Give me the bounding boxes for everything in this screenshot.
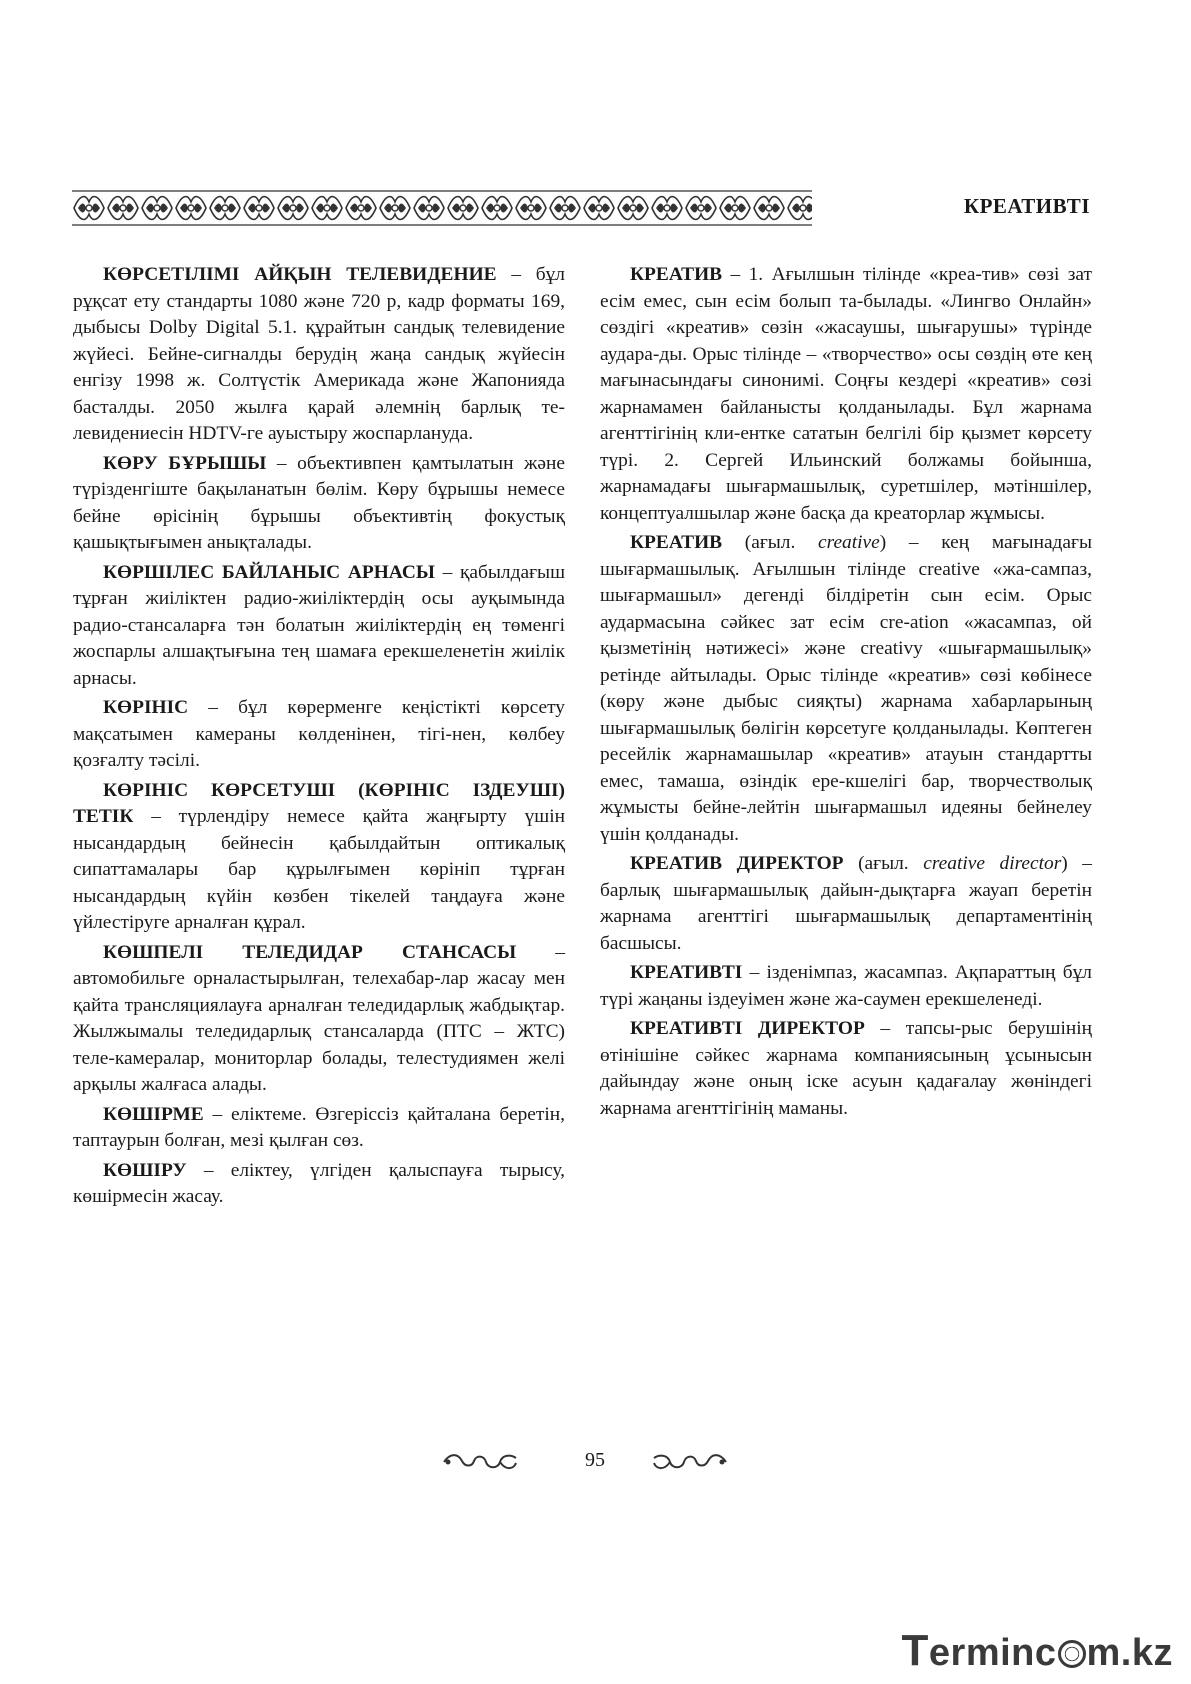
entry-definition: (ағыл.: [722, 532, 819, 553]
decorative-band-icon: [72, 188, 812, 228]
entry-term: КӨРУ БҰРЫШЫ: [103, 452, 267, 474]
entry-definition: – автомобильге орналастырылған, телехабар-лар жасау мен қайта трансляциялауға арналған теледидарлық жабдықтар. Жылжымалы теледидарлық стансаларда (ПТС – ЖТС) теле-камералар, мониторлар болады, телестудиямен желі арқылы жалғаса алады.: [73, 941, 565, 1095]
entry-definition: – объективпен қамтылатын және түрізденгіште бақыланатын бөлім. Көру бұрышы немесе бейне өрісінің бұрышы объективтің фокустық қашықтығымен анықталады.: [73, 452, 565, 553]
entry-term: КРЕАТИВТІ: [630, 962, 743, 983]
dictionary-entry: [600, 851, 1092, 957]
globe-icon: [1058, 1640, 1086, 1668]
entry-definition: – ізденімпаз, жасампаз. Ақпараттың бұл түрі жаңаны іздеуімен және жа-саумен ерекшеленеді.: [600, 962, 1092, 1010]
entry-definition: – 1. Ағылшын тілінде «креа-тив» сөзі зат есім емес, сын есім болып та-былады. «Лингво Онлайн» сөздігі «креатив» сөзін «жасаушы, шығарушы» түрінде аудара-ды. Орыс тілінде – «творчество» осы сөздің өте кең мағынасындағы синонимі. Соңғы кездері «креатив» сөзі жарнамамен байланысты қолданылады. Бұл жарнама агенттігінің кли-ентке сататын белгілі бір қызмет көрсету түрі. 2. Сергей Ильинский болжамы бойынша, жарнамадағы шығармашылық, суретшілер, мәтіншілер, концептуалшылар және басқа да креаторлар жұмысы.: [600, 264, 1092, 524]
entry-term: КРЕАТИВ ДИРЕКТОР: [630, 853, 844, 874]
dictionary-entry: [73, 695, 565, 775]
dictionary-entry: [73, 262, 565, 448]
entry-definition: – түрлендіру немесе қайта жаңғырту үшін нысандардың бейнесін қабылдайтын оптикалық сипаттамалары бар құрылғымен көрініп тұрған нысандардың күйін көзбен тікелей таңдауға және үйлестіруге арналған құрал.: [73, 806, 565, 933]
left-column: [73, 262, 565, 1214]
entry-term: КӨШІРМЕ: [103, 1103, 204, 1125]
entry-definition: – еліктеу, үлгіден қалыспауға тырысу, көшірмесін жасау.: [73, 1159, 565, 1207]
site-watermark: [902, 1626, 1174, 1676]
watermark-cap: T: [901, 1626, 929, 1675]
dictionary-entry: [73, 1158, 565, 1211]
entry-definition: ) – барлық шығармашылық дайын-дықтарға жауап беретін жарнама агенттігі шығармашылық департаментінің басшысы.: [600, 853, 1092, 954]
scroll-ornament-icon: [650, 1449, 730, 1475]
entry-term: КӨРШІЛЕС БАЙЛАНЫС АРНАСЫ: [103, 561, 435, 583]
dictionary-entry: [600, 262, 1092, 527]
page-footer: [0, 1443, 1191, 1483]
running-head: КРЕАТИВТІ: [963, 194, 1090, 218]
entry-definition: – тапсы-рыс берушінің өтінішіне сәйкес жарнама компаниясының ұсынысын дайындау және оның іске асуын қадағалау жөніндегі жарнама агенттігінің маманы.: [600, 1018, 1092, 1119]
entry-term: КӨРІНІС КӨРСЕТУШІ (КӨРІНІС ІЗДЕУШІ) ТЕТІК: [73, 779, 565, 827]
dictionary-entry: [600, 530, 1092, 848]
entry-term: КРЕАТИВТІ ДИРЕКТОР: [630, 1018, 865, 1039]
entry-term: КӨРСЕТІЛІМІ АЙҚЫН ТЕЛЕВИДЕНИЕ: [103, 264, 497, 285]
entry-etymology: creative director: [923, 853, 1062, 874]
right-column: [600, 262, 1092, 1125]
dictionary-entry: [73, 560, 565, 693]
entry-term: КӨРІНІС: [103, 697, 189, 718]
dictionary-entry: [73, 451, 565, 557]
dictionary-entry: [600, 1016, 1092, 1122]
entry-term: КӨШПЕЛІ ТЕЛЕДИДАР СТАНСАСЫ: [103, 941, 517, 963]
entry-definition: ) – кең мағынадағы шығармашылық. Ағылшын тілінде creative «жа-сампаз, шығармашыл» дегенді білдіретін сын есім. Орыс аудармасына сәйкес зат есім cre-ation «жасампаз, ой қызметінің нәтижесі» және creativy «шығармашылық» ретінде айтылады. Орыс тілінде «креатив» сөзі көбінесе (көру және дыбыс сияқты) жарнама хабарларының шығармашылық бөлігін көрсетуге қолданылады. Көптеген ресейлік жарнамашылар «креатив» атауын стандартты емес, тамаша, өзіндік ере-кшелігі бар, творчестволық жұмысты бейне-лейтін шығармашыл идеяны бейнелеу үшін қолданады.: [600, 532, 1093, 845]
entry-definition: – бұл көрерменге кеңістікті көрсету мақсатымен камераны көлденінен, тігі-нен, көлбеу қозғалту тәсілі.: [73, 697, 565, 771]
page-header: [72, 188, 1090, 228]
entry-definition: – бұл рұқсат ету стандарты 1080 және 720 р, кадр форматы 169, дыбысы Dolby Digital 5.1. құрайтын сандық телевидение жүйесі. Бейне-сигналды берудің жаңа сандық жүйесін енгізу 1998 ж. Солтүстік Америкада және Жапонияда басталды. 2050 жылға қарай әлемнің барлық те-левидениесін HDTV-ге ауыстыру жоспарлануда.: [73, 264, 565, 444]
watermark-domain: m.kz: [1086, 1632, 1173, 1674]
scroll-ornament-icon: [440, 1449, 520, 1475]
entry-definition: – қабылдағыш тұрған жиіліктен радио-жиіліктердің осы ауқымында радио-стансаларға тән болатын жиіліктердің ең төменгі жоспарлы алшақтығына тең шамаға ерекшеленетін жиілік арнасы.: [73, 561, 565, 689]
dictionary-entry: [73, 940, 565, 1099]
dictionary-entry: [73, 778, 565, 937]
dictionary-entry: [73, 1102, 565, 1155]
entry-definition: – еліктеме. Өзгеріссіз қайталана беретін, таптаурын болған, мезі қылған сөз.: [73, 1103, 565, 1151]
dictionary-entry: [600, 960, 1092, 1013]
entry-definition: (ағыл.: [843, 853, 924, 874]
entry-etymology: creative: [818, 532, 880, 553]
entry-term: КРЕАТИВ: [630, 264, 723, 285]
entry-term: КРЕАТИВ: [630, 532, 723, 553]
watermark-text: erminc: [928, 1632, 1057, 1674]
entry-term: КӨШІРУ: [103, 1159, 187, 1181]
page-number: 95: [585, 1449, 605, 1471]
